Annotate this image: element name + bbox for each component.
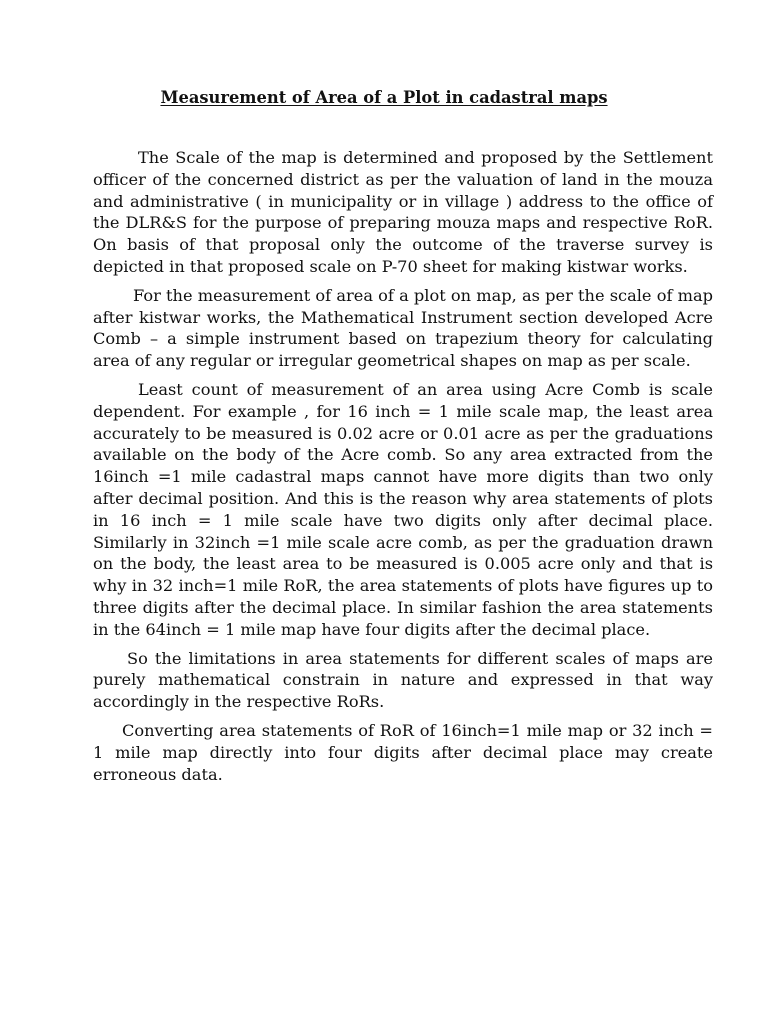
paragraph-limitations: So the limitations in area statements for different scales of maps are purely mathematical constrain in nature and expressed in that way accordingly in the respective RoRs. xyxy=(93,648,713,712)
document-body xyxy=(93,147,713,792)
paragraph-conversion-warning: Converting area statements of RoR of 16inch=1 mile map or 32 inch = 1 mile map directly into four digits after decimal place may create erroneous data. xyxy=(93,720,713,784)
paragraph-least-count: Least count of measurement of an area using Acre Comb is scale dependent. For example , for 16 inch = 1 mile scale map, the least area accurately to be measured is 0.02 acre or 0.01 acre as per the graduations available on the body of the Acre comb. So any area extracted from the 16inch =1 mile cadastral maps cannot have more digits than two only after decimal position. And this is the reason why area statements of plots in 16 inch = 1 mile scale have two digits only after decimal place. Similarly in 32inch =1 mile scale acre comb, as per the graduation drawn on the body, the least area to be measured is 0.005 acre only and that is why in 32 inch=1 mile RoR, the area statements of plots have figures up to three digits after the decimal place. In similar fashion the area statements in the 64inch = 1 mile map have four digits after the decimal place. xyxy=(93,379,713,639)
document-title: Measurement of Area of a Plot in cadastral maps xyxy=(160,88,608,107)
paragraph-acre-comb: For the measurement of area of a plot on map, as per the scale of map after kistwar works, the Mathematical Instrument section developed Acre Comb – a simple instrument based on trapezium theory for calculating area of any regular or irregular geometrical shapes on map as per scale. xyxy=(93,285,713,371)
paragraph-scale-determination: The Scale of the map is determined and proposed by the Settlement officer of the concerned district as per the valuation of land in the mouza and administrative ( in municipality or in village ) address to the office of the DLR&S for the purpose of preparing mouza maps and respective RoR. On basis of that proposal only the outcome of the traverse survey is depicted in that proposed scale on P-70 sheet for making kistwar works. xyxy=(93,148,713,276)
